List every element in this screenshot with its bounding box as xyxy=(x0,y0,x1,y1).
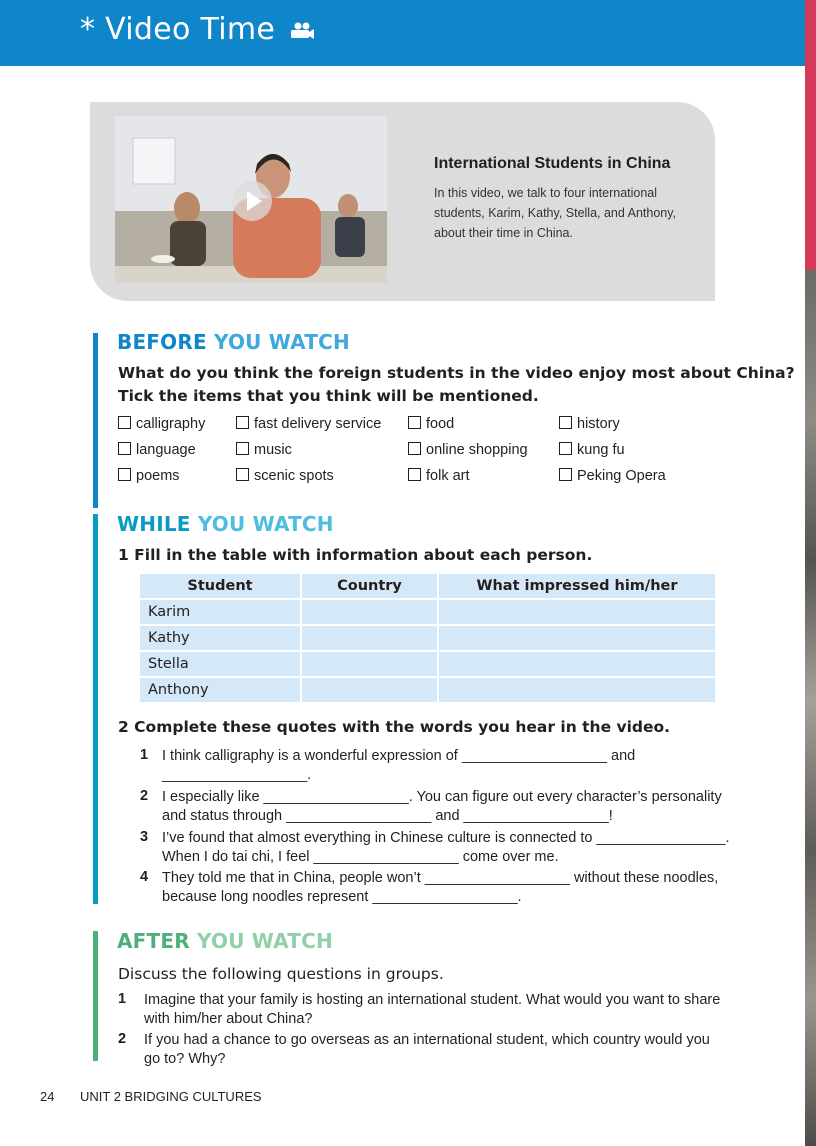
before-heading-strong: BEFORE xyxy=(117,330,207,354)
checkbox-item[interactable]: calligraphy xyxy=(118,416,205,432)
table-row xyxy=(140,652,715,676)
checkbox-item[interactable]: music xyxy=(236,442,292,458)
table-header-row xyxy=(140,574,715,598)
checkbox-icon[interactable] xyxy=(118,442,131,455)
while-task2: 2 Complete these quotes with the words you hear in the video. xyxy=(118,718,671,736)
page-number: 24 xyxy=(40,1089,55,1104)
checkbox-item[interactable]: fast delivery service xyxy=(236,416,381,432)
quote-item: I’ve found that almost everything in Chinese culture is connected to ________________. When I do tai chi, I feel __________________ come over me. xyxy=(162,830,730,865)
checkbox-item[interactable]: language xyxy=(118,442,196,458)
student-name-cell: Kathy xyxy=(140,626,300,650)
checkbox-item[interactable]: folk art xyxy=(408,468,470,484)
after-heading-strong: AFTER xyxy=(117,929,190,953)
after-intro: Discuss the following questions in groups. xyxy=(118,965,444,983)
before-question xyxy=(118,362,795,408)
checkbox-icon[interactable] xyxy=(408,442,421,455)
while-heading-light: YOU WATCH xyxy=(197,512,334,536)
table-row xyxy=(140,626,715,650)
quote-number: 3 xyxy=(140,829,149,845)
checkbox-icon[interactable] xyxy=(236,468,249,481)
discussion-question: Imagine that your family is hosting an international student. What would you want to share with him/her about China? xyxy=(144,992,721,1027)
checkbox-item[interactable]: scenic spots xyxy=(236,468,334,484)
while-heading-strong: WHILE xyxy=(117,512,191,536)
video-thumbnail[interactable] xyxy=(115,116,387,283)
checkbox-item[interactable]: poems xyxy=(118,468,180,484)
page-title-text: * Video Time xyxy=(80,12,276,47)
checkbox-icon[interactable] xyxy=(559,442,572,455)
while-section-bar xyxy=(93,514,98,904)
table-header-cell: Student xyxy=(140,574,300,598)
table-header-cell: What impressed him/her xyxy=(439,574,715,598)
country-input-cell[interactable] xyxy=(302,678,437,702)
quote-item: They told me that in China, people won’t __________________ without these noodles, because long noodles represent __________________. xyxy=(162,870,719,905)
checkbox-icon[interactable] xyxy=(118,416,131,429)
page-title xyxy=(80,12,315,47)
before-question-line2: Tick the items that you think will be mentioned. xyxy=(118,387,539,405)
impression-input-cell[interactable] xyxy=(439,600,715,624)
while-task1: 1 Fill in the table with information about each person. xyxy=(118,546,593,564)
impression-input-cell[interactable] xyxy=(439,626,715,650)
play-icon xyxy=(232,181,272,221)
unit-label: UNIT 2 BRIDGING CULTURES xyxy=(80,1089,262,1104)
checkbox-item[interactable]: Peking Opera xyxy=(559,468,666,484)
info-table xyxy=(140,574,715,704)
impression-input-cell[interactable] xyxy=(439,652,715,676)
video-title: International Students in China xyxy=(434,155,671,172)
student-name-cell: Anthony xyxy=(140,678,300,702)
before-question-line1: What do you think the foreign students in the video enjoy most about China? xyxy=(118,364,795,382)
after-section-bar xyxy=(93,931,98,1061)
before-heading-light: YOU WATCH xyxy=(214,330,350,354)
checkbox-icon[interactable] xyxy=(236,442,249,455)
quote-number: 2 xyxy=(140,788,149,804)
after-heading xyxy=(117,929,333,953)
checkbox-icon[interactable] xyxy=(408,468,421,481)
quote-item: I especially like __________________. You can figure out every character’s personality and status through __________________ and __________________! xyxy=(162,789,722,824)
country-input-cell[interactable] xyxy=(302,652,437,676)
video-description: In this video, we talk to four international students, Karim, Kathy, Stella, and Anthony, about their time in China. xyxy=(434,186,677,240)
edge-photo-strip xyxy=(805,0,816,1146)
student-name-cell: Stella xyxy=(140,652,300,676)
impression-input-cell[interactable] xyxy=(439,678,715,702)
before-section-bar xyxy=(93,333,98,508)
after-heading-light: YOU WATCH xyxy=(197,929,333,953)
play-button[interactable] xyxy=(232,181,272,221)
checkbox-item[interactable]: food xyxy=(408,416,454,432)
quote-number: 1 xyxy=(140,747,149,763)
header-banner xyxy=(0,0,805,66)
student-name-cell: Karim xyxy=(140,600,300,624)
checkbox-icon[interactable] xyxy=(118,468,131,481)
country-input-cell[interactable] xyxy=(302,626,437,650)
question-number: 1 xyxy=(118,991,127,1007)
table-row xyxy=(140,600,715,624)
checkbox-item[interactable]: online shopping xyxy=(408,442,528,458)
question-number: 2 xyxy=(118,1031,127,1047)
video-camera-icon xyxy=(289,21,315,41)
quote-number: 4 xyxy=(140,869,149,885)
checkbox-item[interactable]: history xyxy=(559,416,620,432)
checkbox-icon[interactable] xyxy=(559,416,572,429)
checkbox-icon[interactable] xyxy=(236,416,249,429)
country-input-cell[interactable] xyxy=(302,600,437,624)
discussion-question: If you had a chance to go overseas as an international student, which country would you go to? Why? xyxy=(144,1032,710,1067)
table-row xyxy=(140,678,715,702)
table-header-cell: Country xyxy=(302,574,437,598)
checkbox-item[interactable]: kung fu xyxy=(559,442,625,458)
checkbox-icon[interactable] xyxy=(408,416,421,429)
while-heading xyxy=(117,512,334,536)
checkbox-icon[interactable] xyxy=(559,468,572,481)
before-heading xyxy=(117,330,350,354)
quote-item: I think calligraphy is a wonderful expression of __________________ and __________________. xyxy=(162,748,636,783)
